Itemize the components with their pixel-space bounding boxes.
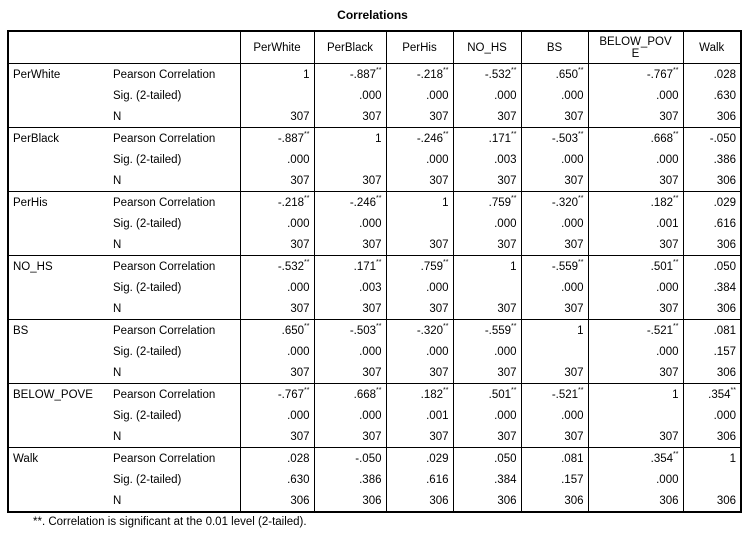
cell-value: -.218**	[240, 192, 314, 214]
cell-value: -.050	[314, 448, 386, 470]
cell-value: 307	[314, 362, 386, 384]
cell-value: .000	[240, 213, 314, 234]
cell-value: .000	[314, 341, 386, 362]
stat-label: Pearson Correlation	[113, 452, 216, 465]
cell-value: .157	[683, 341, 741, 362]
cell-value: 307	[453, 234, 521, 256]
significance-marker: **	[511, 130, 517, 138]
table-row	[8, 490, 741, 512]
significance-marker: **	[376, 258, 382, 266]
variable-label: BS	[8, 320, 109, 342]
cell-value: 307	[386, 234, 453, 256]
cell-value: .000	[386, 149, 453, 170]
significance-marker: **	[376, 322, 382, 330]
stat-label: N	[109, 490, 240, 512]
significance-marker: **	[673, 322, 679, 330]
significance-marker: **	[673, 258, 679, 266]
cell-value: .050	[683, 256, 741, 278]
cell-value: .000	[588, 469, 683, 490]
table-row	[8, 448, 741, 470]
significance-marker: **	[511, 66, 517, 74]
cell-value: 306	[683, 234, 741, 256]
cell-value: 1	[240, 64, 314, 86]
cell-value: .000	[314, 405, 386, 426]
cell-value: 307	[588, 298, 683, 320]
variable-label	[8, 341, 109, 362]
significance-marker: **	[443, 66, 449, 74]
cell-value: 1	[453, 256, 521, 278]
cell-value: .029	[386, 448, 453, 470]
significance-marker: **	[673, 450, 679, 458]
significance-marker: **	[443, 322, 449, 330]
stat-label: Sig. (2-tailed)	[113, 89, 182, 102]
significance-marker: **	[443, 258, 449, 266]
table-row	[8, 298, 741, 320]
cell-value: .000	[521, 213, 588, 234]
cell-value: .081	[683, 320, 741, 342]
cell-value: .000	[453, 85, 521, 106]
significance-marker: **	[376, 386, 382, 394]
table-row	[8, 384, 741, 406]
significance-marker: **	[304, 258, 310, 266]
cell-value: .000	[386, 85, 453, 106]
stat-label: Pearson Correlation	[113, 388, 216, 401]
cell-value: 307	[386, 362, 453, 384]
cell-value: .000	[588, 341, 683, 362]
cell-value: 307	[521, 426, 588, 448]
cell-value: -.218**	[386, 64, 453, 86]
variable-label	[8, 405, 109, 426]
variable-label: PerBlack	[8, 128, 109, 150]
cell-value: 307	[588, 426, 683, 448]
significance-marker: **	[304, 322, 310, 330]
cell-value: .386	[314, 469, 386, 490]
table-title: Correlations	[337, 8, 408, 22]
significance-marker: **	[511, 386, 517, 394]
cell-value: -.767**	[240, 384, 314, 406]
cell-value: .650**	[521, 64, 588, 86]
cell-value: 307	[453, 426, 521, 448]
cell-value: .759**	[386, 256, 453, 278]
cell-value: 306	[683, 490, 741, 512]
cell-value: .000	[240, 341, 314, 362]
stat-label: Sig. (2-tailed)	[113, 153, 182, 166]
cell-value: -.521**	[588, 320, 683, 342]
variable-label: BELOW_POVE	[8, 384, 109, 406]
stat-label: N	[109, 106, 240, 128]
column-header: BS	[521, 31, 588, 64]
variable-label	[8, 170, 109, 192]
significance-marker: **	[376, 66, 382, 74]
cell-value: .000	[314, 85, 386, 106]
variable-label: Walk	[8, 448, 109, 470]
cell-value: 307	[453, 362, 521, 384]
cell-value: 307	[453, 298, 521, 320]
cell-value: 307	[386, 298, 453, 320]
cell-value: 307	[521, 362, 588, 384]
variable-label: PerWhite	[8, 64, 109, 86]
cell-value: 306	[240, 490, 314, 512]
stat-label: Sig. (2-tailed)	[113, 345, 182, 358]
cell-value: 306	[683, 298, 741, 320]
column-header: PerBlack	[314, 31, 386, 64]
cell-value: 307	[386, 426, 453, 448]
cell-value: .668**	[314, 384, 386, 406]
cell-value: .000	[588, 149, 683, 170]
cell-value: 307	[588, 362, 683, 384]
cell-value: .029	[683, 192, 741, 214]
table-row	[8, 213, 741, 234]
cell-value: 307	[314, 426, 386, 448]
column-header: BELOW_POV E	[588, 31, 683, 64]
table-body	[8, 64, 741, 513]
table-row	[8, 149, 741, 170]
table-row	[8, 64, 741, 86]
cell-value: -.767**	[588, 64, 683, 86]
significance-marker: **	[511, 194, 517, 202]
cell-value: 1	[521, 320, 588, 342]
cell-value	[386, 213, 453, 234]
cell-value: 307	[588, 106, 683, 128]
variable-label	[8, 277, 109, 298]
cell-value: .001	[588, 213, 683, 234]
table-row	[8, 362, 741, 384]
cell-value: 1	[314, 128, 386, 150]
variable-label: PerHis	[8, 192, 109, 214]
cell-value: 306	[683, 426, 741, 448]
cell-value: 307	[521, 298, 588, 320]
cell-value: .000	[453, 405, 521, 426]
cell-value: .650**	[240, 320, 314, 342]
cell-value: 1	[588, 384, 683, 406]
significance-marker: **	[578, 386, 584, 394]
cell-value: .759**	[453, 192, 521, 214]
cell-value: 306	[683, 106, 741, 128]
cell-value	[453, 277, 521, 298]
cell-value: .182**	[588, 192, 683, 214]
cell-value: .000	[588, 85, 683, 106]
cell-value: 307	[314, 170, 386, 192]
table-row	[8, 128, 741, 150]
cell-value: .630	[240, 469, 314, 490]
cell-value: 306	[588, 490, 683, 512]
variable-label	[8, 298, 109, 320]
cell-value: .354**	[588, 448, 683, 470]
cell-value: .028	[240, 448, 314, 470]
corner-cell	[8, 31, 240, 64]
cell-value: .000	[521, 277, 588, 298]
table-row	[8, 341, 741, 362]
cell-value	[314, 149, 386, 170]
table-row	[8, 106, 741, 128]
variable-label	[8, 362, 109, 384]
significance-marker: **	[673, 194, 679, 202]
cell-value: -.050	[683, 128, 741, 150]
cell-value: .501**	[588, 256, 683, 278]
cell-value: .003	[453, 149, 521, 170]
stat-label: N	[109, 298, 240, 320]
cell-value: .182**	[386, 384, 453, 406]
stat-label: Sig. (2-tailed)	[113, 409, 182, 422]
cell-value: .001	[386, 405, 453, 426]
stat-label: Pearson Correlation	[113, 324, 216, 337]
significance-marker: **	[578, 194, 584, 202]
variable-label	[8, 469, 109, 490]
table-row	[8, 170, 741, 192]
cell-value: .630	[683, 85, 741, 106]
cell-value	[683, 469, 741, 490]
variable-label	[8, 106, 109, 128]
cell-value: 307	[588, 170, 683, 192]
cell-value: 307	[521, 106, 588, 128]
cell-value: 307	[386, 170, 453, 192]
table-row	[8, 85, 741, 106]
cell-value: .000	[386, 341, 453, 362]
significance-marker: **	[578, 130, 584, 138]
table-row	[8, 426, 741, 448]
cell-value: -.559**	[521, 256, 588, 278]
variable-label	[8, 85, 109, 106]
footnote: **. Correlation is significant at the 0.01 level (2-tailed).	[33, 516, 307, 528]
cell-value: 307	[453, 106, 521, 128]
stat-label: Sig. (2-tailed)	[113, 473, 182, 486]
column-header: Walk	[683, 31, 741, 64]
cell-value: .171**	[453, 128, 521, 150]
stat-label: Pearson Correlation	[113, 132, 216, 145]
significance-marker: **	[578, 66, 584, 74]
cell-value	[521, 341, 588, 362]
cell-value	[588, 405, 683, 426]
significance-marker: **	[304, 386, 310, 394]
cell-value	[240, 85, 314, 106]
significance-marker: **	[578, 258, 584, 266]
cell-value: .386	[683, 149, 741, 170]
cell-value: -.559**	[453, 320, 521, 342]
cell-value: .000	[240, 149, 314, 170]
cell-value: 307	[240, 170, 314, 192]
cell-value: .616	[683, 213, 741, 234]
table-row	[8, 192, 741, 214]
significance-marker: **	[511, 322, 517, 330]
variable-label	[8, 490, 109, 512]
significance-marker: **	[443, 386, 449, 394]
cell-value: 306	[314, 490, 386, 512]
stat-label: N	[109, 362, 240, 384]
cell-value: .000	[683, 405, 741, 426]
cell-value: -.887**	[314, 64, 386, 86]
significance-marker: **	[673, 130, 679, 138]
cell-value: 307	[240, 106, 314, 128]
table-row	[8, 320, 741, 342]
correlations-table	[7, 30, 742, 513]
cell-value: .003	[314, 277, 386, 298]
significance-marker: **	[443, 130, 449, 138]
cell-value: .000	[521, 405, 588, 426]
cell-value: -.320**	[521, 192, 588, 214]
cell-value: 307	[314, 298, 386, 320]
cell-value: .000	[240, 405, 314, 426]
cell-value: .501**	[453, 384, 521, 406]
cell-value: -.887**	[240, 128, 314, 150]
cell-value: -.503**	[521, 128, 588, 150]
column-header: NO_HS	[453, 31, 521, 64]
column-header: PerWhite	[240, 31, 314, 64]
cell-value: .028	[683, 64, 741, 86]
cell-value: 306	[683, 170, 741, 192]
stat-label: Pearson Correlation	[113, 68, 216, 81]
variable-label: NO_HS	[8, 256, 109, 278]
cell-value: .050	[453, 448, 521, 470]
cell-value: .000	[314, 213, 386, 234]
cell-value: -.246**	[386, 128, 453, 150]
table-row	[8, 234, 741, 256]
cell-value: 307	[386, 106, 453, 128]
stat-label: Pearson Correlation	[113, 196, 216, 209]
cell-value: .000	[453, 341, 521, 362]
cell-value: 307	[314, 106, 386, 128]
cell-value: 307	[240, 298, 314, 320]
cell-value: .000	[453, 213, 521, 234]
column-header: PerHis	[386, 31, 453, 64]
cell-value: 307	[521, 170, 588, 192]
cell-value: 306	[521, 490, 588, 512]
cell-value: -.521**	[521, 384, 588, 406]
table-row	[8, 256, 741, 278]
cell-value: 307	[453, 170, 521, 192]
stat-label: Sig. (2-tailed)	[113, 281, 182, 294]
cell-value: .000	[521, 85, 588, 106]
cell-value: 306	[386, 490, 453, 512]
table-row	[8, 277, 741, 298]
cell-value: .616	[386, 469, 453, 490]
cell-value: 1	[386, 192, 453, 214]
significance-marker: **	[304, 194, 310, 202]
cell-value: .000	[386, 277, 453, 298]
stat-label: N	[109, 170, 240, 192]
cell-value: 307	[314, 234, 386, 256]
cell-value: 1	[683, 448, 741, 470]
cell-value: -.503**	[314, 320, 386, 342]
significance-marker: **	[730, 386, 736, 394]
cell-value: 307	[240, 426, 314, 448]
significance-marker: **	[304, 130, 310, 138]
table-row	[8, 469, 741, 490]
cell-value: .354**	[683, 384, 741, 406]
cell-value: 307	[240, 234, 314, 256]
cell-value: 307	[521, 234, 588, 256]
cell-value: 306	[683, 362, 741, 384]
cell-value: .000	[521, 149, 588, 170]
significance-marker: **	[376, 194, 382, 202]
stat-label: Sig. (2-tailed)	[113, 217, 182, 230]
cell-value: .668**	[588, 128, 683, 150]
stat-label: Pearson Correlation	[113, 260, 216, 273]
cell-value: .000	[240, 277, 314, 298]
stat-label: N	[109, 234, 240, 256]
cell-value: -.532**	[453, 64, 521, 86]
cell-value: -.320**	[386, 320, 453, 342]
cell-value: .384	[683, 277, 741, 298]
cell-value: 307	[240, 362, 314, 384]
stat-label: N	[109, 426, 240, 448]
cell-value: 307	[588, 234, 683, 256]
variable-label	[8, 234, 109, 256]
variable-label	[8, 149, 109, 170]
table-row	[8, 405, 741, 426]
cell-value: -.246**	[314, 192, 386, 214]
header-row	[8, 31, 741, 64]
cell-value: .157	[521, 469, 588, 490]
cell-value: -.532**	[240, 256, 314, 278]
cell-value: .171**	[314, 256, 386, 278]
cell-value: .081	[521, 448, 588, 470]
variable-label	[8, 426, 109, 448]
cell-value: .384	[453, 469, 521, 490]
significance-marker: **	[673, 66, 679, 74]
cell-value: .000	[588, 277, 683, 298]
cell-value: 306	[453, 490, 521, 512]
variable-label	[8, 213, 109, 234]
